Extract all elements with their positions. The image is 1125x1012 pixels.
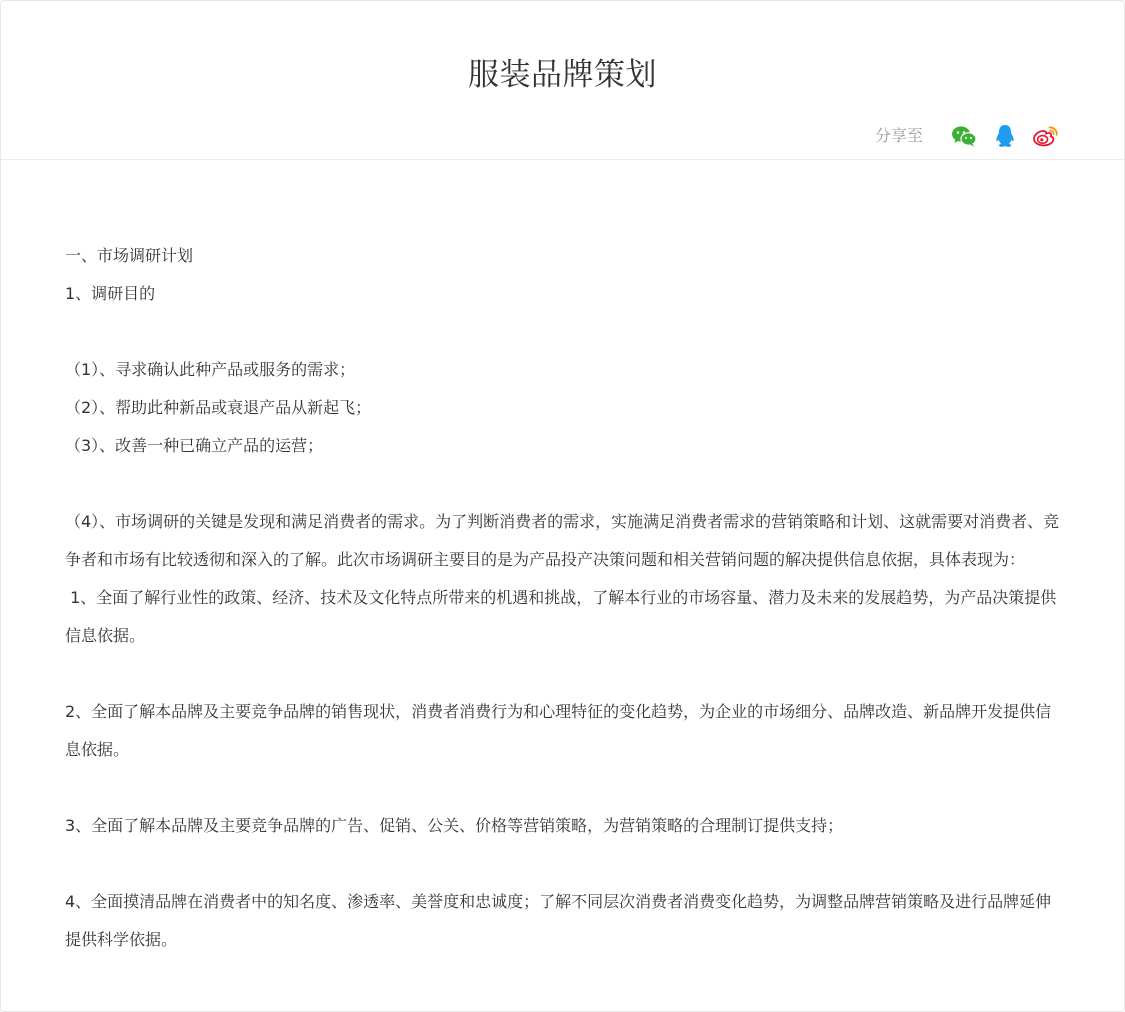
paragraph: 2、全面了解本品牌及主要竞争品牌的销售现状，消费者消费行为和心理特征的变化趋势，为企业的市场细分、品牌改造、新品牌开发提供信息依据。: [65, 702, 1052, 759]
article-title: 服装品牌策划: [468, 57, 657, 93]
subsection-heading: 1、调研目的: [65, 284, 156, 303]
article-body: [65, 237, 1064, 959]
paragraph: 1、全面了解行业性的政策、经济、技术及文化特点所带来的机遇和挑战，了解本行业的市场容量、潜力及未来的发展趋势，为产品决策提供信息依据。: [65, 588, 1057, 645]
section-heading: 一、市场调研计划: [65, 246, 194, 265]
share-label: 分享至: [874, 126, 923, 145]
qq-icon[interactable]: [991, 122, 1019, 150]
paragraph: （2）、帮助此种新品或衰退产品从新起飞；: [65, 398, 372, 417]
share-bar: [875, 121, 1060, 151]
article-header: [1, 1, 1124, 160]
paragraph: 3、全面了解本品牌及主要竞争品牌的广告、促销、公关、价格等营销策略，为营销策略的合理制订提供支持；: [65, 816, 844, 835]
paragraph: （4）、市场调研的关键是发现和满足消费者的需求。为了判断消费者的需求，实施满足消费者需求的营销策略和计划、这就需要对消费者、竞争者和市场有比较透彻和深入的了解。此次市场调研主要目的是为产品投产决策问题和相关营销问题的解决提供信息依据，具体表现为：: [65, 512, 1060, 569]
wechat-icon[interactable]: [950, 122, 978, 150]
paragraph: 4、全面摸清品牌在消费者中的知名度、渗透率、美誉度和忠诚度；了解不同层次消费者消费变化趋势，为调整品牌营销策略及进行品牌延伸提供科学依据。: [65, 892, 1052, 949]
paragraph: （1）、寻求确认此种产品或服务的需求；: [65, 360, 356, 379]
weibo-icon[interactable]: [1032, 122, 1060, 150]
paragraph: （3）、改善一种已确立产品的运营；: [65, 436, 324, 455]
